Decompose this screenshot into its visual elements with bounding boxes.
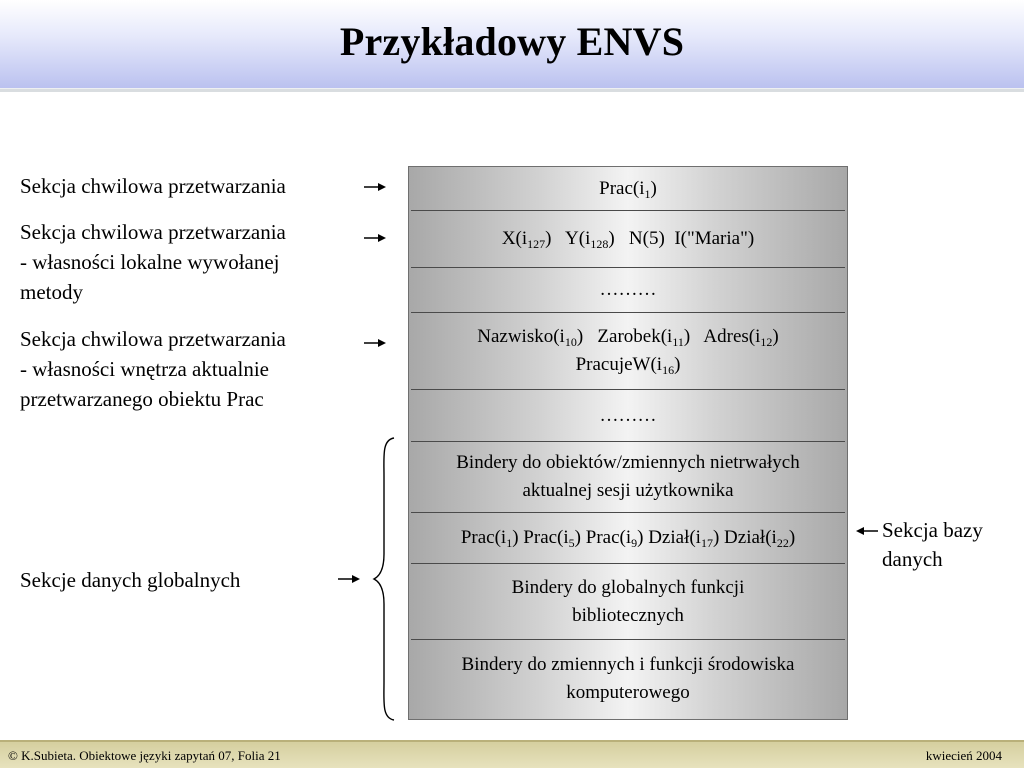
- row-sub: 16: [662, 363, 675, 377]
- row-text: [576, 351, 681, 379]
- row-part: Adres(i: [703, 326, 761, 347]
- row-part: I("Maria"): [674, 228, 755, 249]
- stack-row-global-functions: [409, 564, 847, 639]
- row-sub: 127: [527, 237, 546, 251]
- row-sub: 1: [506, 536, 513, 550]
- label-sekcja-chwilowa-1: [20, 171, 360, 201]
- row-part: N(5): [628, 228, 665, 249]
- row-sub: 22: [776, 536, 789, 550]
- row-text: Bindery do globalnych funkcji: [511, 576, 745, 598]
- row-text: ………: [599, 404, 657, 426]
- stack-row-local: [409, 211, 847, 267]
- stack-row-ellipsis: [409, 268, 847, 312]
- label-sekcja-chwilowa-3: [20, 324, 360, 414]
- row-part: ): [545, 228, 552, 249]
- stack-row-prac: [409, 167, 847, 210]
- footer-date: kwiecień 2004: [925, 748, 1002, 763]
- label-line: przetwarzanego obiektu Prac: [20, 387, 264, 411]
- curly-brace-icon: [372, 436, 398, 722]
- arrow-right-icon: [364, 182, 388, 192]
- label-line: danych: [882, 547, 943, 571]
- label-line: - własności wnętrza aktualnie: [20, 357, 269, 381]
- label-line: - własności lokalne wywołanej: [20, 250, 280, 274]
- arrow-left-icon: [854, 526, 878, 536]
- row-text: Bindery do obiektów/zmiennych nietrwałych: [456, 452, 800, 473]
- label-sekcja-bazy: [882, 516, 1022, 574]
- row-part: ): [788, 527, 796, 548]
- arrow-right-icon: [364, 338, 388, 348]
- label-text: Sekcje danych globalnych: [20, 568, 241, 592]
- row-text: [599, 175, 657, 203]
- row-text: Bindery do zmiennych i funkcji środowiska: [461, 654, 795, 675]
- row-sub: 9: [631, 536, 638, 550]
- label-line: Sekcja chwilowa przetwarzania: [20, 220, 286, 244]
- slide-header: [0, 0, 1024, 90]
- row-part: ): [512, 527, 519, 548]
- row-text: aktualnej sesji użytkownika: [522, 480, 734, 501]
- row-part: Nazwisko(i: [477, 326, 565, 347]
- row-part: ): [772, 326, 779, 347]
- stack-row-environment: [409, 640, 847, 718]
- label-line: Sekcja chwilowa przetwarzania: [20, 327, 286, 351]
- row-sub: 128: [590, 237, 609, 251]
- row-part: ): [608, 228, 615, 249]
- stack-row-database: [409, 513, 847, 563]
- row-sub: 11: [672, 335, 684, 349]
- row-sub: 12: [760, 335, 773, 349]
- stack-row-ellipsis: [409, 390, 847, 441]
- row-part: Dział(i: [724, 527, 777, 548]
- row-part: ): [637, 527, 644, 548]
- row-sub: 1: [644, 186, 651, 201]
- arrow-right-icon: [338, 574, 362, 584]
- row-part: PracujeW(i: [575, 354, 663, 375]
- label-sekcja-chwilowa-2: [20, 217, 360, 307]
- row-text: bibliotecznych: [572, 604, 684, 626]
- stack-row-session-binders: [409, 442, 847, 512]
- envs-stack: [408, 166, 848, 720]
- label-line: Sekcja bazy: [882, 518, 983, 542]
- row-sub: 10: [564, 335, 577, 349]
- row-text: [502, 225, 754, 253]
- slide-title: Przykładowy ENVS: [339, 19, 685, 64]
- row-part: X(i: [501, 228, 528, 249]
- label-sekcje-globalne: [20, 565, 360, 595]
- row-part: Y(i: [565, 228, 591, 249]
- row-part: Dział(i: [648, 527, 701, 548]
- row-part: ): [576, 326, 584, 347]
- row-sub: 17: [700, 536, 713, 550]
- stack-row-prac-interior: [409, 313, 847, 389]
- row-part: Prac(i: [585, 527, 632, 548]
- row-part: Zarobek(i: [597, 326, 673, 347]
- row-part: ): [574, 527, 581, 548]
- row-part: ): [674, 354, 681, 375]
- header-divider: [0, 88, 1024, 92]
- row-part: ): [650, 177, 657, 199]
- row-part: Prac(i: [460, 527, 507, 548]
- row-part: ): [683, 326, 691, 347]
- row-text: komputerowego: [566, 682, 690, 703]
- footer-copyright: © K.Subieta. Obiektowe języki zapytań 07, Folia 21: [8, 748, 281, 763]
- arrow-right-icon: [364, 233, 388, 243]
- row-part: Prac(i: [523, 527, 569, 548]
- label-text: Sekcja chwilowa przetwarzania: [20, 174, 286, 198]
- row-sub: 5: [568, 536, 575, 550]
- row-part: Prac(i: [599, 177, 645, 199]
- row-text: ………: [599, 279, 657, 300]
- slide-footer: [0, 740, 1024, 768]
- row-text: [477, 323, 778, 351]
- row-part: ): [712, 527, 720, 548]
- row-text: [461, 524, 795, 552]
- label-line: metody: [20, 280, 83, 304]
